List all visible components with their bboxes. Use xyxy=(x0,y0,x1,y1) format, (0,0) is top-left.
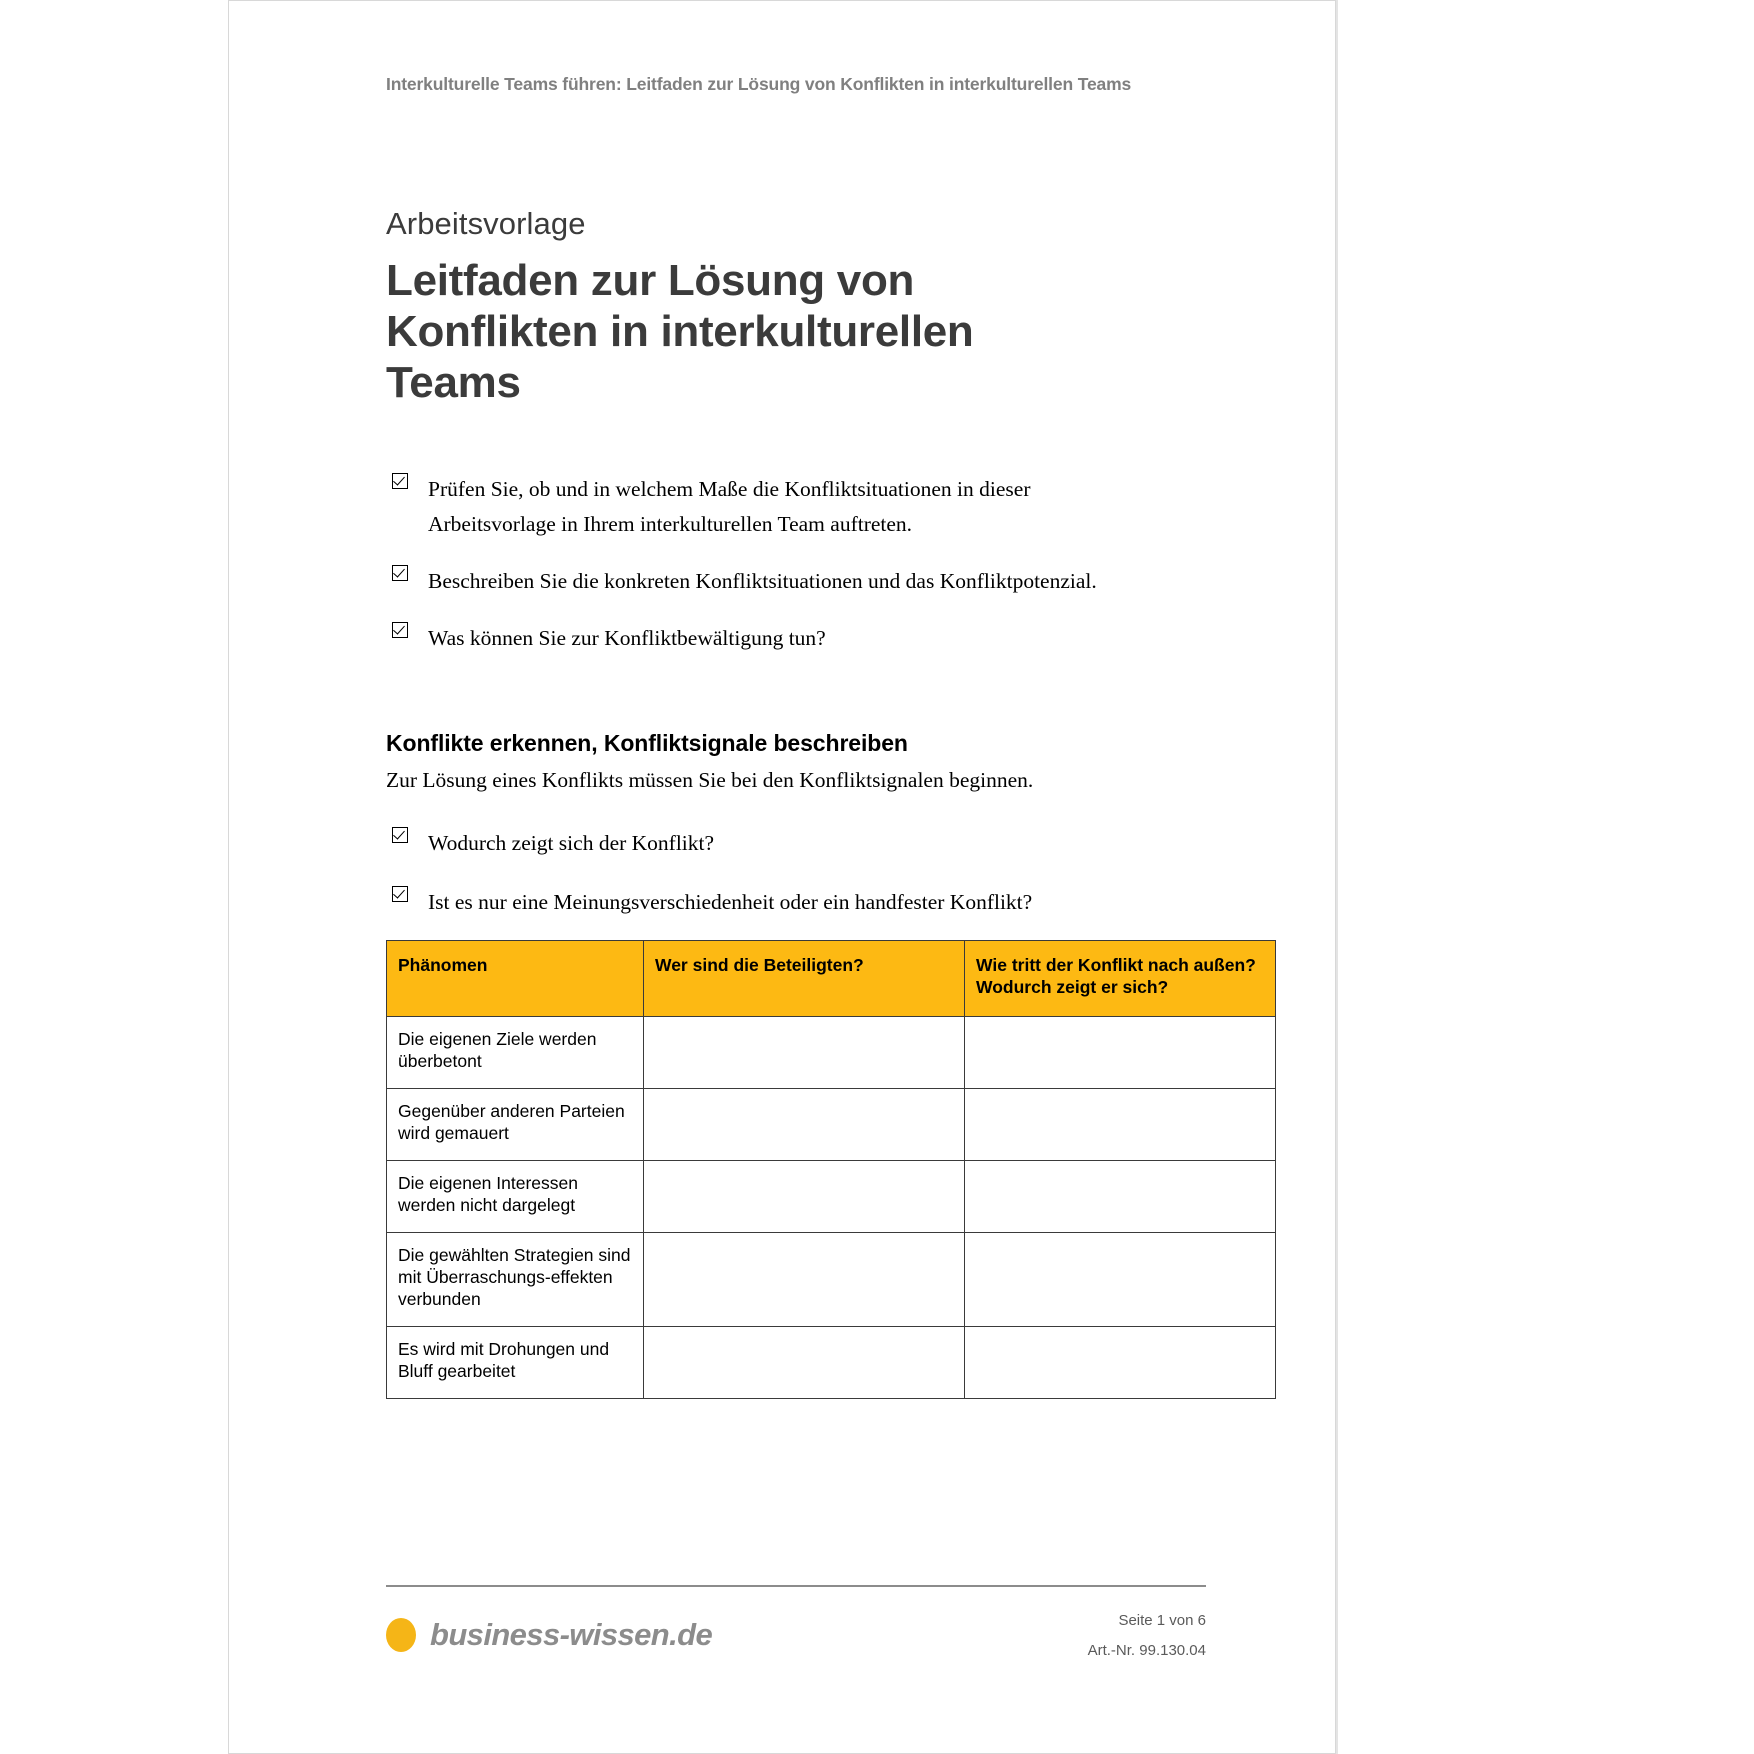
section-checklist xyxy=(386,826,1106,944)
footer-meta xyxy=(886,1606,1206,1666)
cell-phenomenon: Gegenüber anderen Parteien wird gemauert xyxy=(387,1089,644,1161)
checkbox-checked-icon xyxy=(392,827,408,843)
table-row xyxy=(387,1233,1276,1327)
cell-appearance[interactable] xyxy=(965,1161,1276,1233)
list-item xyxy=(386,472,1106,542)
column-header-appearance: Wie tritt der Konflikt nach außen? Wodurch zeigt er sich? xyxy=(965,941,1276,1017)
cell-participants[interactable] xyxy=(644,1161,965,1233)
table-row xyxy=(387,1089,1276,1161)
list-item-label: Beschreiben Sie die konkreten Konfliktsituationen und das Konfliktpotenzial. xyxy=(428,569,1097,593)
page-number-label: Seite 1 von 6 xyxy=(1118,1612,1206,1629)
list-item xyxy=(386,621,1106,656)
cell-appearance[interactable] xyxy=(965,1017,1276,1089)
cell-phenomenon: Die gewählten Strategien sind mit Überraschungs-effekten verbunden xyxy=(387,1233,644,1327)
cell-phenomenon: Die eigenen Ziele werden überbetont xyxy=(387,1017,644,1089)
cell-participants[interactable] xyxy=(644,1089,965,1161)
cell-phenomenon: Die eigenen Interessen werden nicht dargelegt xyxy=(387,1161,644,1233)
article-number-label: Art.-Nr. 99.130.04 xyxy=(1087,1642,1206,1659)
page-title: Leitfaden zur Lösung von Konflikten in interkulturellen Teams xyxy=(386,256,974,407)
checkbox-checked-icon xyxy=(392,565,408,581)
cell-participants[interactable] xyxy=(644,1233,965,1327)
table-header-row xyxy=(387,941,1276,1017)
table-row xyxy=(387,1327,1276,1399)
running-header: Interkulturelle Teams führen: Leitfaden zur Lösung von Konflikten in interkulturellen Teams xyxy=(386,74,1132,94)
logo-text: business-wissen.de xyxy=(430,1617,713,1652)
list-item-label: Prüfen Sie, ob und in welchem Maße die Konfliktsituationen in dieser Arbeitsvorlage in Ihrem interkulturellen Team auftreten. xyxy=(428,477,1031,536)
cell-participants[interactable] xyxy=(644,1327,965,1399)
footer-divider xyxy=(386,1585,1206,1587)
list-item xyxy=(386,826,1106,861)
page-edge-shadow xyxy=(1336,0,1338,1754)
cell-appearance[interactable] xyxy=(965,1233,1276,1327)
cell-phenomenon: Es wird mit Drohungen und Bluff gearbeitet xyxy=(387,1327,644,1399)
checkbox-checked-icon xyxy=(392,886,408,902)
column-header-participants: Wer sind die Beteiligten? xyxy=(644,941,965,1017)
cell-appearance[interactable] xyxy=(965,1089,1276,1161)
conflict-table xyxy=(386,940,1276,1399)
table-row xyxy=(387,1017,1276,1089)
list-item-label: Wodurch zeigt sich der Konflikt? xyxy=(428,831,715,855)
cell-appearance[interactable] xyxy=(965,1327,1276,1399)
section-intro-text: Zur Lösung eines Konflikts müssen Sie bei den Konfliktsignalen beginnen. xyxy=(386,768,1034,792)
checkbox-checked-icon xyxy=(392,473,408,489)
cell-participants[interactable] xyxy=(644,1017,965,1089)
page-content xyxy=(386,0,1256,1754)
list-item-label: Ist es nur eine Meinungsverschiedenheit oder ein handfester Konflikt? xyxy=(428,890,1033,914)
brand-logo xyxy=(386,1617,712,1653)
list-item xyxy=(386,885,1106,920)
document-page xyxy=(228,0,1336,1754)
checkbox-checked-icon xyxy=(392,622,408,638)
document-kicker: Arbeitsvorlage xyxy=(386,206,586,241)
section-heading: Konflikte erkennen, Konfliktsignale beschreiben xyxy=(386,730,908,756)
intro-checklist xyxy=(386,472,1106,678)
column-header-phenomenon: Phänomen xyxy=(387,941,644,1017)
table-row xyxy=(387,1161,1276,1233)
logo-dot-icon xyxy=(386,1618,416,1652)
list-item-label: Was können Sie zur Konfliktbewältigung tun? xyxy=(428,626,826,650)
list-item xyxy=(386,564,1106,599)
